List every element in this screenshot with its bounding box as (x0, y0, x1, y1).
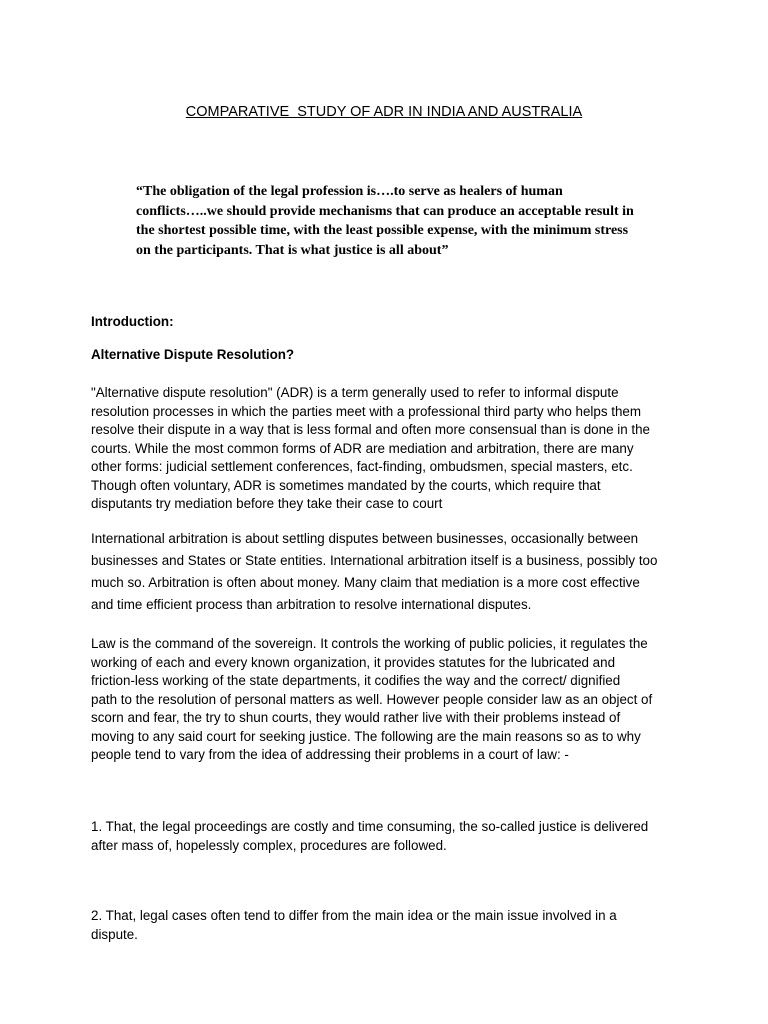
paragraph-line: much so. Arbitration is often about money. Many claim that mediation is a more cost effective (91, 575, 640, 590)
paragraph-law-sovereign (91, 635, 691, 765)
paragraph-line: 2. That, legal cases often tend to differ from the main idea or the main issue involved in a (91, 908, 617, 923)
paragraph-line: resolve their dispute in a way that is less formal and often more consensual than is done in the (91, 422, 651, 437)
paragraph-international-arbitration (91, 528, 691, 616)
paragraph-line: Though often voluntary, ADR is sometimes mandated by the courts, which require that (91, 477, 601, 493)
paragraph-line: working of each and every known organization, it provides statutes for the lubricated and (91, 654, 616, 670)
quote-line: “The obligation of the legal profession is….to serve as healers of human (136, 184, 563, 199)
paragraph-line: dispute. (91, 926, 138, 942)
heading-introduction: Introduction: (91, 314, 174, 329)
paragraph-adr-definition (91, 384, 691, 514)
paragraph-line: "Alternative dispute resolution" (ADR) is a term generally used to refer to informal dispute (91, 385, 619, 400)
opening-quote (136, 182, 696, 260)
paragraph-line: friction-less working of the state departments, it codifies the way and the correct/ dignified (91, 673, 621, 688)
quote-line: conflicts…..we should provide mechanisms that can produce an acceptable result in (136, 203, 634, 219)
paragraph-line: after mass of, hopelessly complex, procedures are followed. (91, 837, 447, 853)
quote-line: the shortest possible time, with the least possible expense, with the minimum stress (136, 223, 629, 238)
list-point-1 (91, 818, 691, 855)
paragraph-line: courts. While the most common forms of ADR are mediation and arbitration, there are many (91, 440, 634, 456)
paragraph-line: scorn and fear, the try to shun courts, they would rather live with their problems instead of (91, 710, 621, 725)
paragraph-line: Law is the command of the sovereign. It controls the working of public policies, it regulates the (91, 636, 648, 651)
paragraph-line: other forms: judicial settlement conferences, fact-finding, ombudsmen, special masters, etc. (91, 459, 633, 474)
paragraph-line: disputants try mediation before they take their case to court (91, 496, 443, 511)
paragraph-line: path to the resolution of personal matters as well. However people consider law as an object of (91, 691, 653, 707)
document-title: COMPARATIVE STUDY OF ADR IN INDIA AND AUSTRALIA (185, 104, 583, 120)
paragraph-line: International arbitration is about settling disputes between businesses, occasionally between (91, 531, 639, 546)
paragraph-line: businesses and States or State entities. International arbitration itself is a business, possibly too (91, 553, 658, 568)
paragraph-line: and time efficient process than arbitration to resolve international disputes. (91, 597, 532, 612)
quote-line: on the participants. That is what justice is all about” (136, 242, 449, 258)
paragraph-line: people tend to vary from the idea of addressing their problems in a court of law: - (91, 747, 569, 762)
heading-adr: Alternative Dispute Resolution? (91, 347, 295, 362)
paragraph-line: moving to any said court for seeking justice. The following are the main reasons so as to why (91, 728, 641, 744)
paragraph-line: 1. That, the legal proceedings are costly and time consuming, the so-called justice is delivered (91, 819, 649, 834)
list-point-2 (91, 907, 691, 944)
paragraph-line: resolution processes in which the parties meet with a professional third party who helps them (91, 403, 642, 419)
